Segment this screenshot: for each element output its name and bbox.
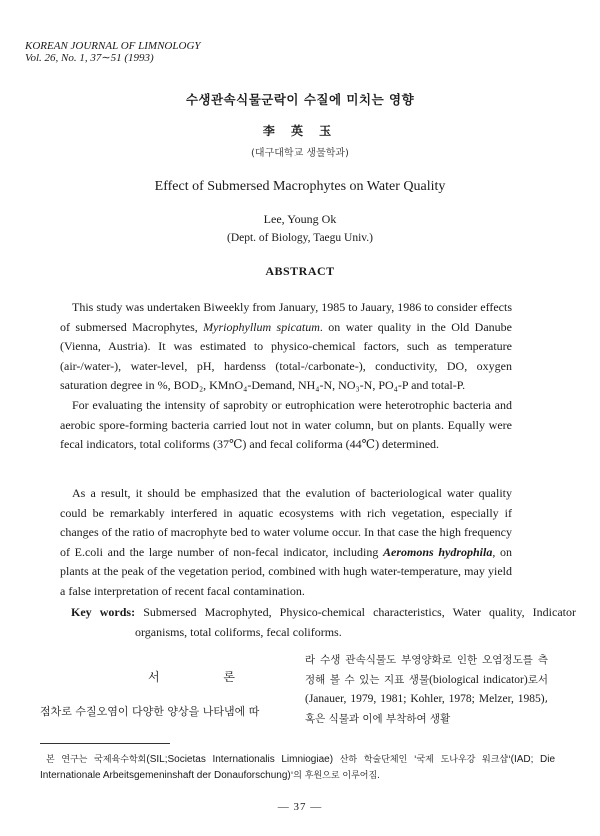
abstract-p1-text-b: . on water quality in the Old Danube (Vienna, Austria). It was estimated to physico-chemical factors, such as temperature (air-/water-), water-level, pH, hardenss (total-/carbonate-), conductivity, DO, oxygen saturation degree in %, BOD₂, KMnO₄-Demand, NH₄-N, NO₃-N, PO₄-P and total-P.: [60, 319, 512, 392]
english-author: Lee, Young Ok: [263, 212, 337, 226]
citation: (Janauer, 1979, 1981; Kohler, 1978; Melzer, 1985): [305, 693, 545, 705]
korean-author: 李 英 玉: [262, 124, 338, 138]
abstract-p3-text-b: , on plants at the peak of the vegetation period, combined with hugh water-temperature, may yield a false interpretation of recent facal contamination.: [60, 544, 512, 598]
abstract-p1-text-a: This study was undertaken Biweekly from January, 1985 to Jauary, 1986 to consider effects of submersed Macrophytes,: [60, 300, 512, 334]
footnote-text: '의 후원으로 이루어짐.: [290, 771, 381, 781]
korean-affiliation: (대구대학교 생물학과): [251, 148, 349, 159]
section-heading-introduction: 서 론: [148, 670, 265, 684]
abstract-heading: ABSTRACT: [265, 264, 335, 278]
intro-right-text: , 혹은 식물과 이에 부착하여 생활: [305, 693, 548, 725]
footnote: [40, 752, 555, 784]
english-title: Effect of Submersed Macrophytes on Water Quality: [154, 179, 446, 194]
journal-header: [25, 40, 201, 64]
page-number: — 37 —: [277, 801, 323, 813]
abstract-paragraph-3: [60, 484, 512, 601]
intro-right-column: [305, 651, 548, 729]
journal-volume: Vol. 26, No. 1, 37∼51 (1993): [25, 52, 154, 64]
footnote-text: 본 연구는 국제육수학회: [46, 755, 147, 765]
keywords-label: Key words:: [71, 605, 136, 619]
intro-left-column: 점차로 수질오염이 다양한 양상을 나타냄에 따: [40, 705, 260, 718]
keywords-text: Submersed Macrophyted, Physico-chemical characteristics, Water quality, Indicator organisms, total coliforms, fecal coliforms.: [135, 605, 576, 639]
english-affiliation: (Dept. of Biology, Taegu Univ.): [226, 232, 373, 244]
intro-right-text: (biological indicator): [429, 673, 528, 686]
species-name: Aeromons hydrophila: [383, 544, 493, 559]
abstract-p3-text-a: As a result, it should be emphasized that the evalution of bacteriological water quality could be remarkably interfered in aquatic ecosystems with rich vegetation, especially if changes of the ratio of macrophyte bed to water volume occur. In that case the high frequency of E.coli and the large number of non-fecal indicator, including: [60, 486, 512, 559]
species-name: Myriophyllum spicatum: [203, 319, 320, 334]
footnote-text: (SIL;Societas Internationalis Limniogiae): [146, 754, 334, 765]
footnote-text: 산하 학술단체인 '국제 도나우강 워크샵': [333, 755, 511, 765]
abstract-paragraph-1: [60, 298, 512, 396]
keywords: [71, 603, 576, 642]
korean-title: 수생관속식물군락이 수질에 미치는 영향: [185, 92, 415, 107]
abstract-paragraph-2: For evaluating the intensity of saprobity or eutrophication were heterotrophic bacteria and aerobic spore-forming bacteria carried lout not in water column, but on plants. Equally were fecal indicators, total coliforms (37℃) and fecal coliforma (44℃) determined.: [60, 398, 512, 451]
footnote-divider: [40, 743, 170, 744]
intro-right-text: 로서: [527, 673, 548, 686]
footnote-text: (IAD; Die Internationale Arbeitsgemeninshaft der Donauforschung): [40, 754, 556, 781]
intro-right-text: 라 수생 관속식물도 부영양화로 인한 오염정도를 측정해 볼 수 있는 지표 생물: [305, 654, 548, 686]
journal-name: KOREAN JOURNAL OF LIMNOLOGY: [25, 40, 201, 52]
